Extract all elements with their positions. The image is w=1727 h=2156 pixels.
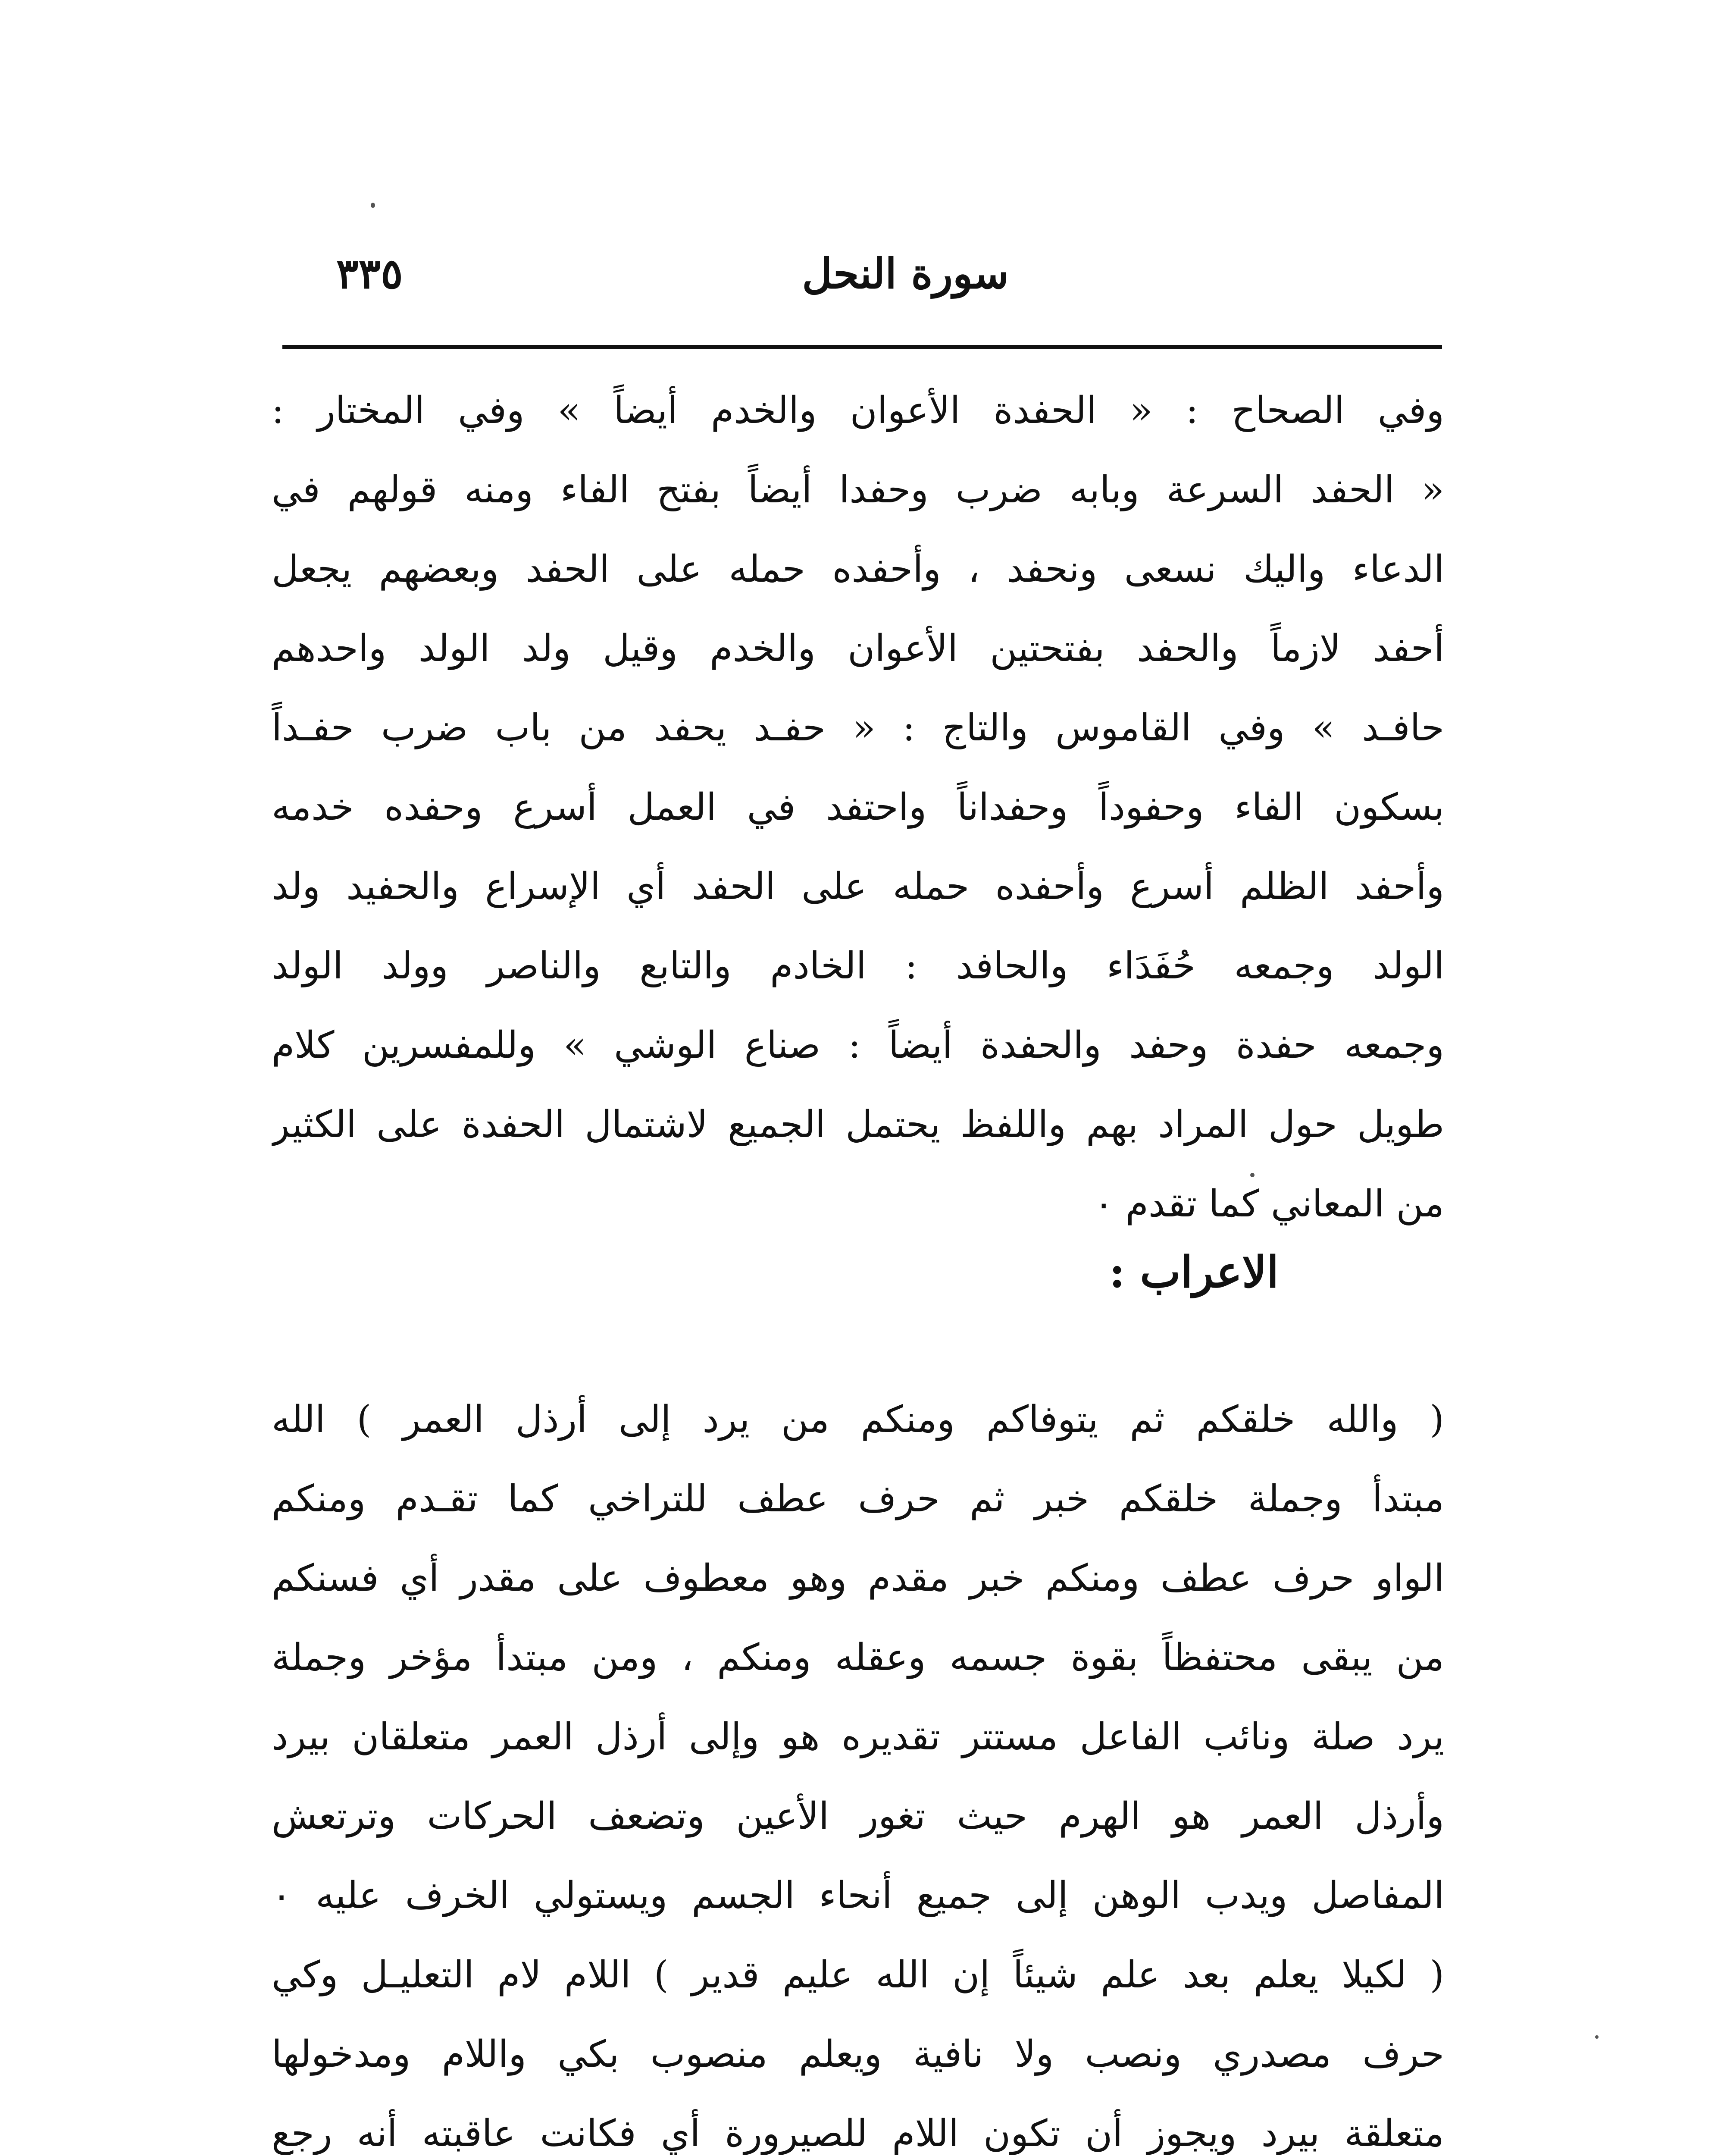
text-line: وأحفد الظلم أسرع وأحفده حمله على الحفد أي الإسراع والحفيد ولد: [272, 865, 1444, 908]
surah-title: سورة النحل: [802, 249, 1009, 298]
text-line: حرف مصدري ونصب ولا نافية ويعلم منصوب بكي واللام ومدخولها: [272, 2033, 1444, 2076]
scan-speck: [1595, 2035, 1599, 2039]
text-line: ( لكيلا يعلم بعد علم شيئاً إن الله عليم قدير ) اللام لام التعليـل وكي: [272, 1953, 1444, 1996]
lexical-paragraph: [272, 371, 1444, 1244]
text-line: الدعاء واليك نسعى ونحفد ، وأحفده حمله على الحفد وبعضهم يجعل: [272, 548, 1444, 591]
scan-speck: [1250, 1173, 1255, 1177]
text-line: أحفد لازماً والحفد بفتحتين الأعوان والخدم وقيل ولد الولد واحدهم: [272, 627, 1444, 670]
text-line: « الحفد السرعة وبابه ضرب وحفدا أيضاً بفتح الفاء ومنه قولهم في: [272, 468, 1444, 511]
text-line: وأرذل العمر هو الهرم حيث تغور الأعين وتضعف الحركات وترتعش: [272, 1795, 1444, 1838]
page-number: ٣٣٥: [336, 249, 403, 298]
scan-speck: [371, 203, 375, 208]
header-rule: [282, 345, 1442, 349]
text-line: مبتدأ وجملة خلقكم خبر ثم حرف عطف للتراخي كما تقـدم ومنكم: [272, 1477, 1444, 1520]
running-header: [285, 241, 1440, 315]
text-line: متعلقة بيرد ويجوز أن تكون اللام للصيرورة أي فكانت عاقبته أنه رجع: [272, 2112, 1444, 2155]
text-line: من يبقى محتفظاً بقوة جسمه وعقله ومنكم ، ومن مبتدأ مؤخر وجملة: [272, 1636, 1444, 1679]
text-line: الواو حرف عطف ومنكم خبر مقدم وهو معطوف على مقدر أي فسنكم: [272, 1557, 1444, 1600]
text-line: وفي الصحاح : « الحفدة الأعوان والخدم أيضاً » وفي المختار :: [272, 389, 1444, 432]
text-line: يرد صلة ونائب الفاعل مستتر تقديره هو وإلى أرذل العمر متعلقان بيرد: [272, 1715, 1444, 1758]
text-line: طويل حول المراد بهم واللفظ يحتمل الجميع لاشتمال الحفدة على الكثير: [272, 1103, 1444, 1146]
text-line: الولد وجمعه حُفَدَاء والحافد : الخادم والتابع والناصر وولد الولد: [272, 944, 1444, 987]
text-line: بسكون الفاء وحفوداً وحفداناً واحتفد في العمل أسرع وحفده خدمه: [272, 786, 1444, 829]
text-line: من المعاني كما تقدم ٠: [1094, 1182, 1444, 1225]
text-line: المفاصل ويدب الوهن إلى جميع أنحاء الجسم ويستولي الخرف عليه ٠: [272, 1874, 1444, 1917]
section-heading: الاعراب :: [1109, 1247, 1279, 1297]
grammar-paragraph: [272, 1380, 1444, 2156]
text-line: حافـد » وفي القاموس والتاج : « حفـد يحفد من باب ضرب حفـداً: [272, 706, 1444, 749]
text-line: وجمعه حفدة وحفد والحفدة أيضاً : صناع الوشي » وللمفسرين كلام: [272, 1024, 1444, 1067]
text-line: ( والله خلقكم ثم يتوفاكم ومنكم من يرد إلى أرذل العمر ) الله: [272, 1398, 1444, 1441]
